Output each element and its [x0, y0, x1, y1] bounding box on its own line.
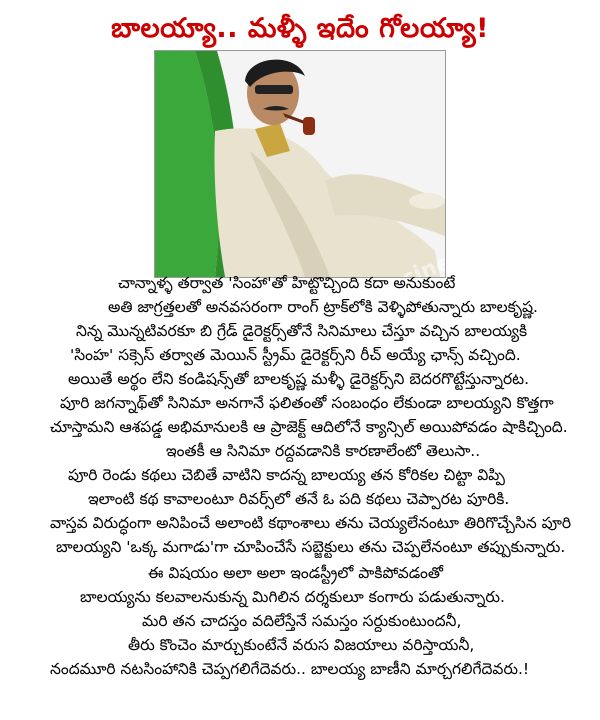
article-line: బాలయ్యను కలవాలనుకున్న మిగిలిన దర్శకులూ కంగారు పడుతున్నారు.: [80, 588, 505, 606]
article-line: మరి తన చాదస్తం వదిలేస్తేనే సమస్తం సర్దుకుంటుందనీ,: [142, 612, 462, 630]
photo-illustration: [155, 51, 445, 277]
article-line: చాన్నాళ్ళ తర్వాత 'సింహా'తో హిట్టొచ్చింది కదా అనుకుంటే: [118, 274, 456, 292]
article-line: ఇలాంటి కథ కావాలంటూ రివర్స్‌లో తనే ఓ పది కథలు చెప్పారట పూరికి.: [88, 490, 510, 508]
article-line: బాలయ్యని 'ఒక్క మగాడు'గా చూపించేసే సబ్జెక్టులు తను చెప్పలేనంటూ తప్పుకున్నారు.: [56, 538, 566, 556]
article-line: నందమూరి నటసింహానికి చెప్పగలిగేదెవరు.. బాలయ్య బాణీని మార్చగలిగేదెవరు.!: [50, 660, 530, 678]
headline: బాలయ్యా.. మళ్ళీ ఇదేం గోలయ్యా!: [111, 13, 489, 44]
article-line: అతి జాగ్రత్తలతో అనవసరంగా రాంగ్ ట్రాక్‌లోకి వెళ్ళిపోతున్నారు బాలకృష్ణ.: [108, 298, 538, 316]
article-line: అయితే అర్థం లేని కండిషన్స్‌తో బాలకృష్ణ మళ్ళీ డైరెక్టర్స్‌ని బెదరగొట్టేస్తున్నారట.: [68, 370, 530, 388]
article-line: ఇంతకీ ఆ సినిమా రద్దవడానికి కారణాలేంటో తెలుసా..: [166, 442, 481, 460]
article-line: నిన్న మొన్నటివరకూ బి గ్రేడ్ డైరెక్టర్స్‌తోనే సినిమాలు చేస్తూ వచ్చిన బాలయ్యకి: [76, 322, 528, 340]
article-line: ఈ విషయం అలా అలా ఇండస్ట్రీలో పాకిపోవడంతో: [148, 564, 444, 582]
article-line: చూస్తామని ఆశపడ్డ అభిమానులకి ఆ ప్రాజెక్ట్ ఆదిలోనే క్యాన్సిల్ అయిపోవడం షాకిచ్చింది.: [50, 418, 568, 436]
headline-bar: [0, 6, 600, 52]
article-line: 'సింహ' సక్సెస్ తర్వాత మెయిన్ స్ట్రీమ్ డైరెక్టర్స్‌ని రీచ్ అయ్యే ఛాన్స్ వచ్చింది.: [70, 346, 521, 364]
article-line: పూరి జగన్నాథ్‌తో సినిమా అనగానే ఫలితంతో సంబంధం లేకుండా బాలయ్యని కొత్తగా: [60, 394, 554, 412]
article-line: పూరి రెండు కథలు చెబితే వాటిని కాదన్న బాలయ్య తన కోరికల చిట్టా విప్పి: [68, 466, 505, 484]
article-photo: [154, 50, 446, 278]
article-line: వాస్తవ విరుద్ధంగా అనిపించే అలాంటి కథాంశాలు తను చెయ్యలేనంటూ తిరిగొచ్చేసిన పూరి: [50, 514, 572, 532]
article-line: తీరు కొంచెం మార్చుకుంటేనే వరుస విజయాలు వరిస్తాయనీ,: [128, 636, 475, 654]
